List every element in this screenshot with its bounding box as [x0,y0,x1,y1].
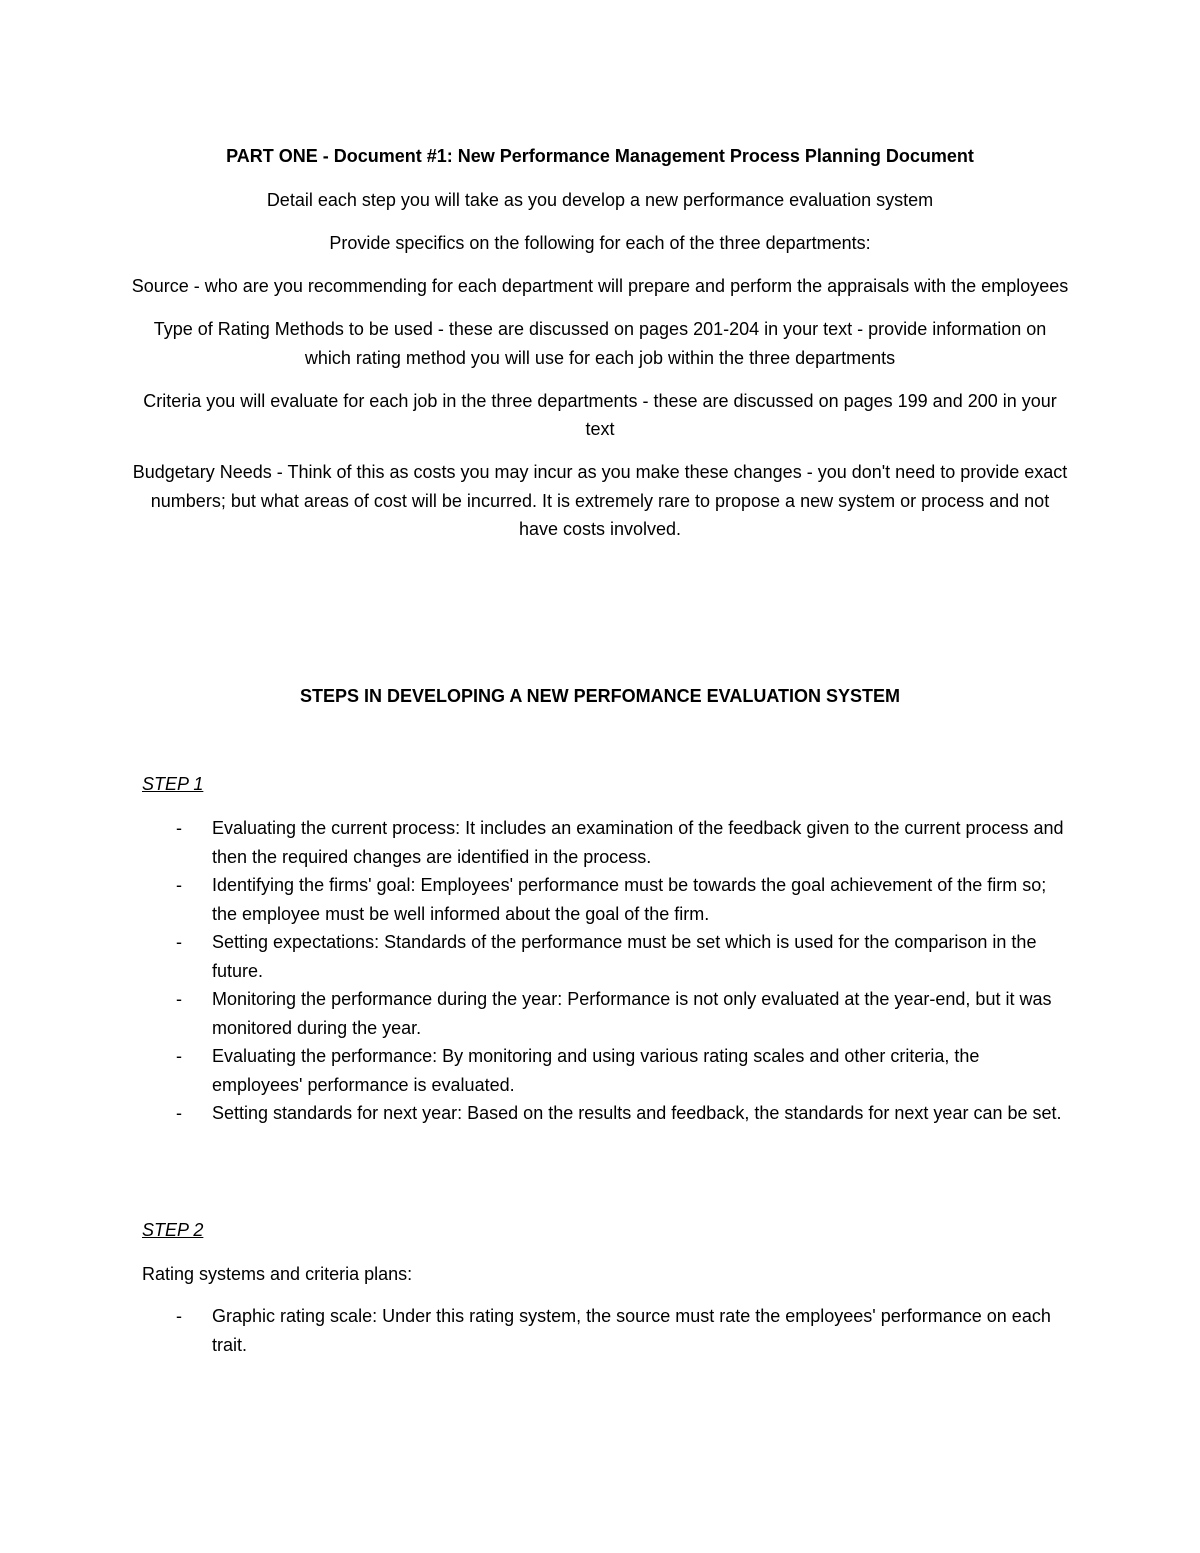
list-item [142,928,1072,985]
list-item [142,871,1072,928]
intro-paragraph: Budgetary Needs - Think of this as costs you may incur as you make these changes - you don't need to provide exact numbers; but what areas of cost will be incurred. It is extremely rare to propose a new system or process and not have costs involved. [132,462,1068,539]
document-title: PART ONE - Document #1: New Performance Management Process Planning Document [226,146,974,166]
step-2-intro: Rating systems and criteria plans: [142,1264,413,1284]
bullet-dash: - [176,818,182,838]
section-heading: STEPS IN DEVELOPING A NEW PERFOMANCE EVALUATION SYSTEM [299,686,901,706]
bullet-dash: - [176,1306,182,1326]
list-item [142,985,1072,1042]
list-item [142,1099,1072,1128]
list-item-text: Evaluating the current process: It includes an examination of the feedback given to the current process and then the required changes are identified in the process. [212,818,1064,867]
intro-paragraph: Source - who are you recommending for each department will prepare and perform the appraisals with the employees [131,276,1069,296]
intro-block [130,186,1070,558]
intro-paragraph: Type of Rating Methods to be used - these are discussed on pages 201-204 in your text - provide information on which rating method you will use for each job within the three departments [153,319,1047,368]
bullet-dash: - [176,989,182,1009]
list-item [142,1042,1072,1099]
step-2-list [142,1302,1072,1359]
list-item [142,1302,1072,1359]
bullet-dash: - [176,932,182,952]
step-1-list [142,814,1072,1128]
step-2-heading: STEP 2 [142,1220,204,1240]
list-item-text: Identifying the firms' goal: Employees' performance must be towards the goal achievement of the firm so; the employee must be well informed about the goal of the firm. [212,875,1047,924]
intro-paragraph: Provide specifics on the following for each of the three departments: [329,233,871,253]
bullet-dash: - [176,1046,182,1066]
list-item-text: Evaluating the performance: By monitoring and using various rating scales and other criteria, the employees' performance is evaluated. [212,1046,980,1095]
intro-paragraph: Detail each step you will take as you develop a new performance evaluation system [266,190,934,210]
step-1-heading: STEP 1 [142,774,204,794]
bullet-dash: - [176,875,182,895]
bullet-dash: - [176,1103,182,1123]
intro-paragraph: Criteria you will evaluate for each job in the three departments - these are discussed on pages 199 and 200 in your text [143,390,1057,439]
list-item-text: Monitoring the performance during the year: Performance is not only evaluated at the year-end, but it was monitored during the year. [212,989,1052,1038]
list-item-text: Setting standards for next year: Based on the results and feedback, the standards for next year can be set. [212,1103,1062,1123]
list-item [142,814,1072,871]
list-item-text: Graphic rating scale: Under this rating system, the source must rate the employees' performance on each trait. [212,1306,1051,1355]
list-item-text: Setting expectations: Standards of the performance must be set which is used for the comparison in the future. [212,932,1037,981]
